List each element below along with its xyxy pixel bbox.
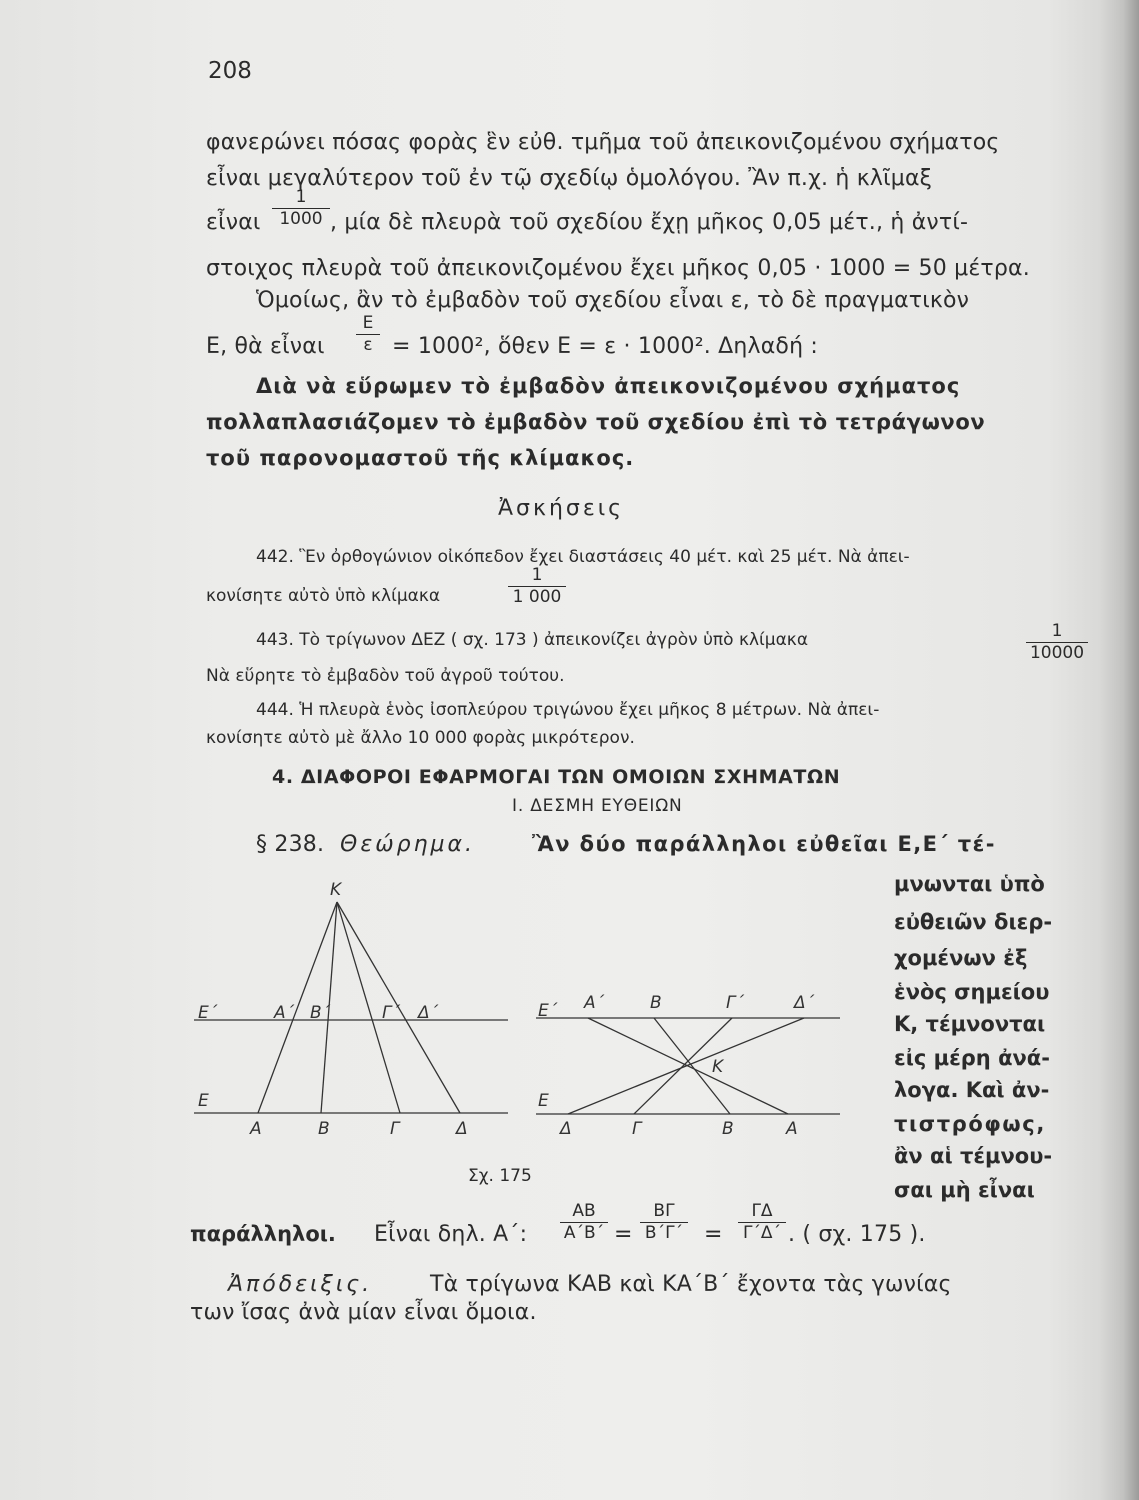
exercise-443-line-1: 443. Τὸ τρίγωνον ΔΕΖ ( σχ. 173 ) ἀπεικονίζει ἀγρὸν ὑπὸ κλίμακα [256,630,809,650]
theorem-side-line-4: ἑνὸς σημείου [894,980,1050,1004]
label-left-d-prime: Δ΄ [418,1003,439,1023]
rule-line-3: τοῦ παρονομαστοῦ τῆς κλίμακος. [206,446,635,470]
label-right-a: Α [786,1119,798,1139]
intro-line-3b: , μία δὲ πλευρὰ τοῦ σχεδίου ἔχῃ μῆκος 0,05 μέτ., ἡ ἀντί- [330,210,969,235]
rule-line-2: πολλαπλασιάζομεν τὸ ἐμβαδὸν τοῦ σχεδίου ἐπὶ τὸ τετράγωνον [206,410,986,434]
intro-line-5: Ὁμοίως, ἂν τὸ ἐμβαδὸν τοῦ σχεδίου εἶναι ε, τὸ δὲ πραγματικὸν [256,288,970,313]
left-figure [194,902,508,1113]
theorem-side-line-10: σαι μὴ εἶναι [894,1178,1035,1202]
right-labels [538,993,815,1139]
theorem-side-line-2: εὐθειῶν διερ- [894,910,1053,934]
left-labels [198,880,468,1139]
exercise-444-line-1: 444. Ἡ πλευρὰ ἑνὸς ἰσοπλεύρου τριγώνου ἔχει μῆκος 8 μέτρων. Νὰ ἀπει- [256,700,880,720]
label-left-a-prime: Α΄ [274,1003,295,1023]
intro-line-6a: Ε, θὰ εἶναι [206,334,325,359]
intro-line-3a: εἶναι [206,210,261,235]
label-left-e: Ε [198,1091,209,1111]
page-number: 208 [208,58,252,84]
equals-sign-1: = [614,1222,633,1247]
theorem-last-line-a: παράλληλοι. [190,1222,336,1246]
exercises-heading: Ἀσκήσεις [498,496,625,521]
exercise-442-line-1: 442. Ἓν ὀρθογώνιον οἰκόπεδον ἔχει διαστάσεις 40 μέτ. καὶ 25 μέτ. Νὰ ἀπει- [256,547,910,567]
intro-line-1: φανερώνει πόσας φορὰς ἓν εὐθ. τμῆμα τοῦ ἀπεικονιζομένου σχήματος [206,130,1000,155]
theorem-side-line-1: μνωνται ὑπὸ [894,872,1045,896]
label-left-d: Δ [456,1119,468,1139]
theorem-label: Θεώρημα. [340,832,476,857]
proof-line-1: Τὰ τρίγωνα ΚΑΒ καὶ ΚΑ΄Β΄ ἔχοντα τὰς γωνίας [430,1272,952,1297]
figure-caption: Σχ. 175 [468,1166,532,1186]
theorem-line-1: Ἂν δύο παράλληλοι εὐθεῖαι Ε,Ε΄ τέ- [532,832,996,856]
label-right-d: Δ [560,1119,572,1139]
ratio-ab: ΑΒ Α΄Β΄ [560,1202,608,1242]
page-edge-shadow [1099,0,1139,1500]
theorem-last-line-b: Εἶναι δηλ. Α΄: [374,1222,528,1247]
label-right-g: Γ [632,1119,642,1139]
equals-sign-2: = [704,1222,723,1247]
figure-reference: . ( σχ. 175 ). [788,1222,926,1247]
rule-line-1: Διὰ νὰ εὕρωμεν τὸ ἐμβαδὸν ἀπεικονιζομένου σχήματος [256,374,961,398]
proof-line-2: των ἴσας ἀνὰ μίαν εἶναι ὅμοια. [190,1300,537,1325]
ratio-bg: ΒΓ Β΄Γ΄ [640,1202,688,1242]
proof-label: Ἀπόδειξις. [228,1272,373,1297]
scale-fraction: 1 1000 [272,188,330,228]
theorem-side-line-9: ἂν αἱ τέμνου- [894,1144,1053,1168]
label-right-e-prime: Ε΄ [538,1001,558,1021]
label-left-a: Α [250,1119,262,1139]
theorem-side-line-8: τιστρόφως, [894,1112,1046,1136]
label-left-e-prime: Ε΄ [198,1003,218,1023]
label-left-g-prime: Γ΄ [382,1003,400,1023]
label-right-k: Κ [712,1057,724,1077]
exercise-444-line-2: κονίσητε αὐτὸ μὲ ἄλλο 10 000 φορὰς μικρότερον. [206,728,635,748]
label-left-b: Β [318,1119,330,1139]
figure-175 [190,860,870,1160]
section-subtitle: Ι. ΔΕΣΜΗ ΕΥΘΕΙΩΝ [512,796,683,816]
theorem-number: § 238. [256,832,325,857]
label-right-d-prime: Δ΄ [794,993,815,1013]
label-right-b-prime: Β [650,993,662,1013]
label-right-b: Β [722,1119,734,1139]
label-right-e: Ε [538,1091,549,1111]
exercise-443-line-2: Νὰ εὕρητε τὸ ἐμβαδὸν τοῦ ἀγροῦ τούτου. [206,666,565,686]
intro-line-4: στοιχος πλευρὰ τοῦ ἀπεικονιζομένου ἔχει μῆκος 0,05 · 1000 = 50 μέτρα. [206,256,1030,281]
theorem-side-line-6: εἰς μέρη ἀνά- [894,1046,1050,1070]
exercise-443-fraction: 1 10000 [1026,622,1088,662]
right-ray-a [588,1018,788,1114]
right-figure [536,1018,840,1114]
theorem-side-line-3: χομένων ἐξ [894,946,1028,970]
exercise-442-line-2: κονίσητε αὐτὸ ὑπὸ κλίμακα [206,586,441,606]
theorem-side-line-5: Κ, τέμνονται [894,1012,1046,1036]
theorem-side-line-7: λογα. Καὶ ἀν- [894,1078,1050,1102]
section-title: 4. ΔΙΑΦΟΡΟΙ ΕΦΑΡΜΟΓΑΙ ΤΩΝ ΟΜΟΙΩΝ ΣΧΗΜΑΤΩΝ [272,766,841,788]
label-right-g-prime: Γ΄ [726,993,744,1013]
right-ray-d [568,1018,804,1114]
label-right-a-prime: Α΄ [584,993,605,1013]
ratio-gd: ΓΔ Γ΄Δ΄ [738,1202,786,1242]
label-left-g: Γ [390,1119,400,1139]
label-left-b-prime: Β΄ [310,1003,331,1023]
intro-line-6b: = 1000², ὅθεν Ε = ε · 1000². Δηλαδή : [392,334,819,359]
area-fraction: Ε ε [356,314,380,354]
exercise-442-fraction: 1 1 000 [508,566,566,606]
label-left-k: Κ [330,880,342,900]
intro-line-2: εἶναι μεγαλύτερον τοῦ ἐν τῷ σχεδίῳ ὁμολόγου. Ἂν π.χ. ἡ κλῖμαξ [206,166,933,191]
